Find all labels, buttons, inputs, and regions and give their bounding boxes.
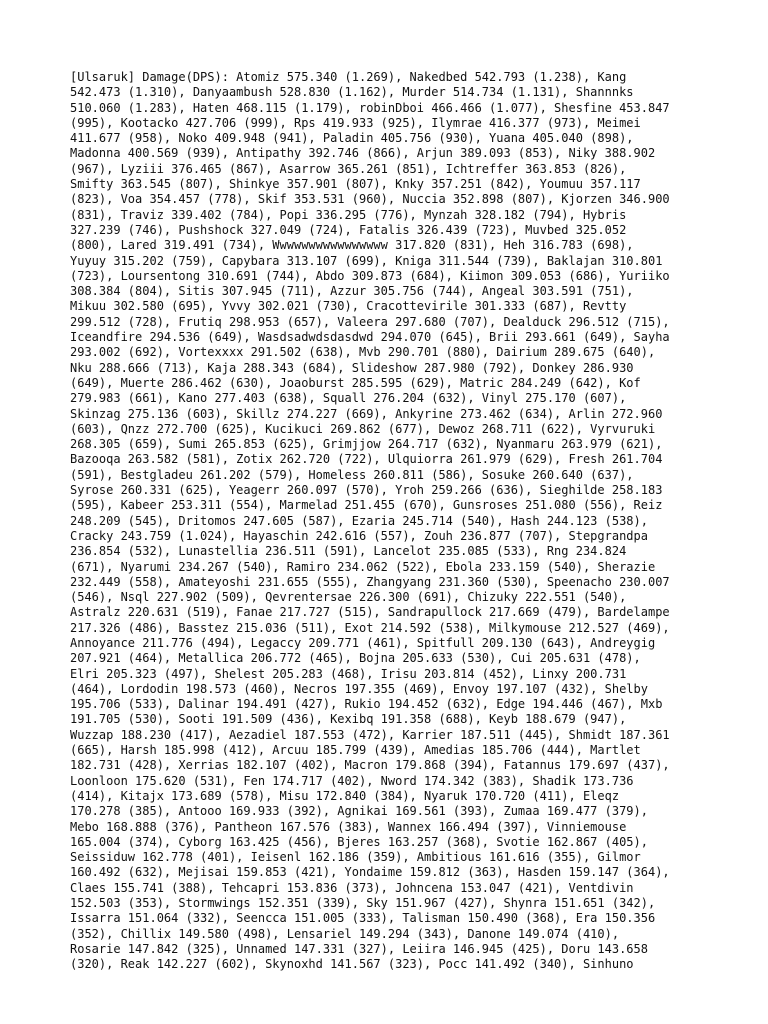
text-line: Smifty 363.545 (807), Shinkye 357.901 (807), Knky 357.251 (842), Youmuu 357.117 [70, 177, 641, 192]
text-line: 191.705 (530), Sooti 191.509 (436), Kexibq 191.358 (688), Keyb 188.679 (947), [70, 712, 627, 727]
text-line: 207.921 (464), Metallica 206.772 (465), Bojna 205.633 (530), Cui 205.631 (478), [70, 651, 641, 666]
text-line: Rosarie 147.842 (325), Unnamed 147.331 (327), Leiira 146.945 (425), Doru 143.658 [70, 941, 648, 956]
text-line: (800), Lared 319.491 (734), Wwwwwwwwwwwwwwww 317.820 (831), Heh 316.783 (698), [70, 238, 634, 253]
text-line: 279.983 (661), Kano 277.403 (638), Squall 276.204 (632), Vinyl 275.170 (607), [70, 391, 627, 406]
text-line: 510.060 (1.283), Haten 468.115 (1.179), robinDboi 466.466 (1.077), Shesfine 453.847 [70, 100, 670, 115]
text-line: (671), Nyarumi 234.267 (540), Ramiro 234.062 (522), Ebola 233.159 (540), Sherazie [70, 559, 656, 574]
text-line: Skinzag 275.136 (603), Skillz 274.227 (669), Ankyrine 273.462 (634), Arlin 272.960 [70, 406, 663, 421]
text-line: 236.854 (532), Lunastellia 236.511 (591), Lancelot 235.085 (533), Rng 234.824 [70, 544, 627, 559]
text-line: (464), Lordodin 198.573 (460), Necros 197.355 (469), Envoy 197.107 (432), Shelby [70, 681, 648, 696]
text-line: 160.492 (632), Mejisai 159.853 (421), Yondaime 159.812 (363), Hasden 159.147 (364), [70, 865, 670, 880]
text-line: Annoyance 211.776 (494), Legaccy 209.771 (461), Spitfull 209.130 (643), Andreygig [70, 635, 656, 650]
text-line: 165.004 (374), Cyborg 163.425 (456), Bjeres 163.257 (368), Svotie 162.867 (405), [70, 834, 648, 849]
text-line: Cracky 243.759 (1.024), Hayaschin 242.616 (557), Zouh 236.877 (707), Stepgrandpa [70, 528, 648, 543]
text-line: 542.473 (1.310), Danyaambush 528.830 (1.162), Murder 514.734 (1.131), Shannnks [70, 85, 634, 100]
text-line: Mikuu 302.580 (695), Yvvy 302.021 (730), Cracottevirile 301.333 (687), Revtty [70, 299, 627, 314]
text-line: 293.002 (692), Vortexxxx 291.502 (638), Mvb 290.701 (880), Dairium 289.675 (640), [70, 345, 656, 360]
text-line: Claes 155.741 (388), Tehcapri 153.836 (373), Johncena 153.047 (421), Ventdivin [70, 880, 634, 895]
text-line: Issarra 151.064 (332), Seencca 151.005 (333), Talisman 150.490 (368), Era 150.356 [70, 911, 656, 926]
text-line: (665), Harsh 185.998 (412), Arcuu 185.799 (439), Amedias 185.706 (444), Martlet [70, 743, 641, 758]
text-line: (831), Traviz 339.402 (784), Popi 336.295 (776), Mynzah 328.182 (794), Hybris [70, 207, 627, 222]
text-line: Wuzzap 188.230 (417), Aezadiel 187.553 (472), Karrier 187.511 (445), Shmidt 187.361 [70, 727, 670, 742]
text-line: Seissiduw 162.778 (401), Ieisenl 162.186 (359), Ambitious 161.616 (355), Gilmor [70, 850, 641, 865]
text-line: (995), Kootacko 427.706 (999), Rps 419.933 (925), Ilymrae 416.377 (973), Meimei [70, 115, 641, 130]
text-line: Syrose 260.331 (625), Yeagerr 260.097 (570), Yroh 259.266 (636), Sieghilde 258.183 [70, 483, 663, 498]
text-line: Madonna 400.569 (939), Antipathy 392.746 (866), Arjun 389.093 (853), Niky 388.902 [70, 146, 656, 161]
text-line: Bazooqa 263.582 (581), Zotix 262.720 (722), Ulquiorra 261.979 (629), Fresh 261.704 [70, 452, 663, 467]
text-line: [Ulsaruk] Damage(DPS): Atomiz 575.340 (1.269), Nakedbed 542.793 (1.238), Kang [70, 70, 627, 84]
text-line: Nku 288.666 (713), Kaja 288.343 (684), Slideshow 287.980 (792), Donkey 286.930 [70, 360, 634, 375]
text-line: 299.512 (728), Frutiq 298.953 (657), Valeera 297.680 (707), Dealduck 296.512 (715), [70, 314, 670, 329]
text-line: Yuyuy 315.202 (759), Capybara 313.107 (699), Kniga 311.544 (739), Baklajan 310.801 [70, 253, 663, 268]
text-line: (546), Nsql 227.902 (509), Qevrentersae 226.300 (691), Chizuky 222.551 (540), [70, 590, 627, 605]
text-line: (603), Qnzz 272.700 (625), Kucikuci 269.862 (677), Dewoz 268.711 (622), Vyrvuruki [70, 421, 656, 436]
text-line: 411.677 (958), Noko 409.948 (941), Paladin 405.756 (930), Yuana 405.040 (898), [70, 131, 634, 146]
text-line: Loonloon 175.620 (531), Fen 174.717 (402), Nword 174.342 (383), Shadik 173.736 [70, 773, 634, 788]
text-line: (414), Kitajx 173.689 (578), Misu 172.840 (384), Nyaruk 170.720 (411), Eleqz [70, 788, 620, 803]
text-line: (649), Muerte 286.462 (630), Joaoburst 285.595 (629), Matric 284.249 (642), Kof [70, 375, 641, 390]
text-line: 182.731 (428), Xerrias 182.107 (402), Macron 179.868 (394), Fatannus 179.697 (437), [70, 758, 670, 773]
text-line: (352), Chillix 149.580 (498), Lensariel 149.294 (343), Danone 149.074 (410), [70, 926, 620, 941]
text-line: (595), Kabeer 253.311 (554), Marmelad 251.455 (670), Gunsroses 251.080 (556), Reiz [70, 498, 663, 513]
text-line: Elri 205.323 (497), Shelest 205.283 (468), Irisu 203.814 (452), Linxy 200.731 [70, 666, 627, 681]
text-line: 308.384 (804), Sitis 307.945 (711), Azzur 305.756 (744), Angeal 303.591 (751), [70, 284, 634, 299]
text-line: 327.239 (746), Pushshock 327.049 (724), Fatalis 326.439 (723), Muvbed 325.052 [70, 222, 627, 237]
text-line: (723), Loursentong 310.691 (744), Abdo 309.873 (684), Kiimon 309.053 (686), Yuriiko [70, 268, 670, 283]
text-line: Mebo 168.888 (376), Pantheon 167.576 (383), Wannex 166.494 (397), Vinniemouse [70, 819, 627, 834]
damage-log-text [70, 70, 698, 973]
text-line: 248.209 (545), Dritomos 247.605 (587), Ezaria 245.714 (540), Hash 244.123 (538), [70, 513, 648, 528]
text-line: Astralz 220.631 (519), Fanae 217.727 (515), Sandrapullock 217.669 (479), Bardelampe [70, 605, 670, 620]
text-line: (823), Voa 354.457 (778), Skif 353.531 (960), Nuccia 352.898 (807), Kjorzen 346.900 [70, 192, 670, 207]
text-line: (320), Reak 142.227 (602), Skynoxhd 141.567 (323), Pocc 141.492 (340), Sinhuno [70, 957, 634, 972]
text-line: Iceandfire 294.536 (649), Wasdsadwdsdasdwd 294.070 (645), Brii 293.661 (649), Sayha [70, 330, 670, 345]
text-line: 268.305 (659), Sumi 265.853 (625), Grimjjow 264.717 (632), Nyanmaru 263.979 (621), [70, 437, 663, 452]
text-line: (591), Bestgladeu 261.202 (579), Homeless 260.811 (586), Sosuke 260.640 (637), [70, 467, 634, 482]
text-line: 152.503 (353), Stormwings 152.351 (339), Sky 151.967 (427), Shynra 151.651 (342), [70, 896, 656, 911]
text-line: 217.326 (486), Basstez 215.036 (511), Exot 214.592 (538), Milkymouse 212.527 (469), [70, 620, 670, 635]
text-line: 232.449 (558), Amateyoshi 231.655 (555), Zhangyang 231.360 (530), Speenacho 230.007 [70, 574, 670, 589]
text-line: 195.706 (533), Dalinar 194.491 (427), Rukio 194.452 (632), Edge 194.446 (467), Mxb [70, 697, 663, 712]
text-line: 170.278 (385), Antooo 169.933 (392), Agnikai 169.561 (393), Zumaa 169.477 (379), [70, 804, 648, 819]
text-line: (967), Lyziii 376.465 (867), Asarrow 365.261 (851), Ichtreffer 363.853 (826), [70, 161, 627, 176]
